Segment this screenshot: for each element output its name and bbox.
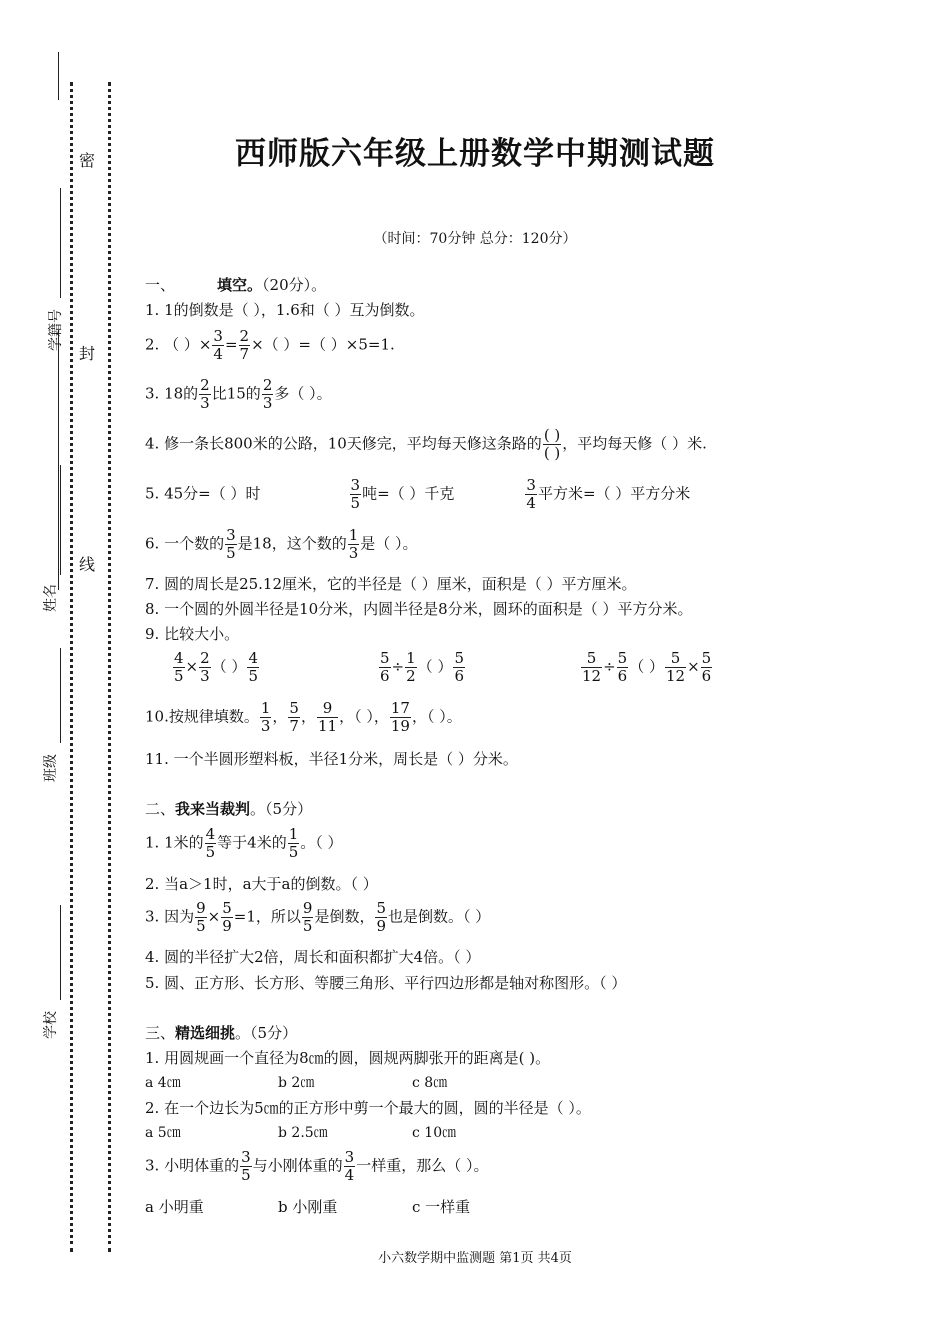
page-footer: 小六数学期中监测题 第1页 共4页 bbox=[378, 1251, 572, 1266]
question-1-4: 4. 修一条长800米的公路，10天修完，平均每天修这条路的 $\frac{( )}{( )}$ ，平均每天修（ ）米. bbox=[145, 426, 707, 462]
question-3-2-option-c: c 10㎝ bbox=[412, 1125, 457, 1141]
question-1-2: 2. （ ）× $\frac{3}{4}$ = $\frac{2}{7}$ ×（ ）=（ ）×5=1. bbox=[145, 327, 395, 363]
question-1-3: 3. 18的 $\frac{2}{3}$ 比15的 $\frac{2}{3}$ 多（ ）。 bbox=[145, 376, 332, 412]
exam-info: （时间：70分钟 总分：120分） bbox=[373, 231, 577, 247]
section2-heading: 二、我来当裁判。（5分） bbox=[145, 800, 313, 818]
question-3-1-option-a: a 4㎝ bbox=[145, 1075, 181, 1091]
section1-heading: 一、 填空。（20分）。 bbox=[145, 276, 327, 294]
question-3-2-option-b: b 2.5㎝ bbox=[278, 1125, 328, 1141]
seal-char-xian: 线 bbox=[79, 555, 96, 574]
question-2-3: 3. 因为 $\frac{9}{5}$ × $\frac{5}{9}$ =1，所以 $\frac{9}{5}$ 是倒数， $\frac{5}{9}$ 也是倒数。（ ） bbox=[145, 899, 491, 935]
question-1-11: 11. 一个半圆形塑料板，半径1分米，周长是（ ）分米。 bbox=[145, 750, 518, 768]
margin-dotted-line-right bbox=[108, 82, 111, 1252]
compare-item-1: $\frac{4}{5}$ × $\frac{2}{3}$ （ ） $\frac{4}{5}$ bbox=[174, 649, 258, 685]
section3-heading: 三、精选细挑。（5分） bbox=[145, 1024, 298, 1042]
question-1-10: 10.按规律填数。 $\frac{1}{3}$ ， $\frac{5}{7}$ ， $\frac{9}{11}$ ，（ ）， $\frac{17}{19}$ ，（ ）。 bbox=[145, 699, 462, 735]
margin-line-left bbox=[58, 330, 59, 590]
seal-char-mi: 密 bbox=[79, 151, 96, 170]
question-3-1-option-b: b 2㎝ bbox=[278, 1075, 315, 1091]
question-3-2-option-a: a 5㎝ bbox=[145, 1125, 181, 1141]
question-3-3: 3. 小明体重的 $\frac{3}{5}$ 与小刚体重的 $\frac{3}{4}$ 一样重，那么（ ）。 bbox=[145, 1148, 489, 1184]
question-3-3-option-b: b 小刚重 bbox=[278, 1198, 338, 1216]
question-1-8: 8. 一个圆的外圆半径是10分米，内圆半径是8分米，圆环的面积是（ ）平方分米。 bbox=[145, 600, 693, 618]
question-2-2: 2. 当a＞1时，a大于a的倒数。（ ） bbox=[145, 875, 378, 893]
page-title: 西师版六年级上册数学中期测试题 bbox=[235, 136, 715, 172]
question-2-1: 1. 1米的 $\frac{4}{5}$ 等于4米的 $\frac{1}{5}$ 。（ ） bbox=[145, 825, 343, 861]
question-3-2: 2. 在一个边长为5㎝的正方形中剪一个最大的圆，圆的半径是（ ）。 bbox=[145, 1099, 591, 1117]
question-1-9: 9. 比较大小。 bbox=[145, 625, 240, 643]
field-class-label: 班级 bbox=[43, 754, 59, 782]
question-3-3-option-a: a 小明重 bbox=[145, 1198, 204, 1216]
question-3-1: 1. 用圆规画一个直径为8㎝的圆，圆规两脚张开的距离是( )。 bbox=[145, 1049, 551, 1067]
question-3-1-option-c: c 8㎝ bbox=[412, 1075, 448, 1091]
question-1-5: 5. 45分=（ ）时 $\frac{3}{5}$ 吨=（ ）千克 $\frac{3}{4}$ 平方米=（ ）平方分米 bbox=[145, 476, 691, 512]
field-school-label: 学校 bbox=[43, 1011, 59, 1039]
compare-item-3: $\frac{5}{12}$ ÷ $\frac{5}{6}$ （ ） $\frac{5}{12}$ × $\frac{5}{6}$ bbox=[582, 649, 712, 685]
margin-dotted-line-left bbox=[70, 82, 73, 1252]
question-1-7: 7. 圆的周长是25.12厘米，它的半径是（ ）厘米，面积是（ ）平方厘米。 bbox=[145, 575, 637, 593]
question-1-1: 1. 1的倒数是（ ），1.6和（ ）互为倒数。 bbox=[145, 301, 425, 319]
question-2-4: 4. 圆的半径扩大2倍，周长和面积都扩大4倍。（ ） bbox=[145, 948, 481, 966]
field-class-line bbox=[60, 648, 61, 743]
field-student-id-label: 学籍号 bbox=[48, 309, 64, 351]
question-3-3-option-c: c 一样重 bbox=[412, 1198, 471, 1216]
question-1-6: 6. 一个数的 $\frac{3}{5}$ 是18，这个数的 $\frac{1}{3}$ 是（ ）。 bbox=[145, 526, 418, 562]
field-name-line bbox=[60, 465, 61, 575]
field-name-label: 姓名 bbox=[43, 584, 59, 612]
seal-char-feng: 封 bbox=[79, 344, 96, 363]
field-school-line bbox=[60, 905, 61, 1000]
question-2-5: 5. 圆、正方形、长方形、等腰三角形、平行四边形都是轴对称图形。（ ） bbox=[145, 974, 627, 992]
margin-line-outer bbox=[58, 52, 59, 100]
compare-item-2: $\frac{5}{6}$ ÷ $\frac{1}{2}$ （ ） $\frac{5}{6}$ bbox=[380, 649, 464, 685]
